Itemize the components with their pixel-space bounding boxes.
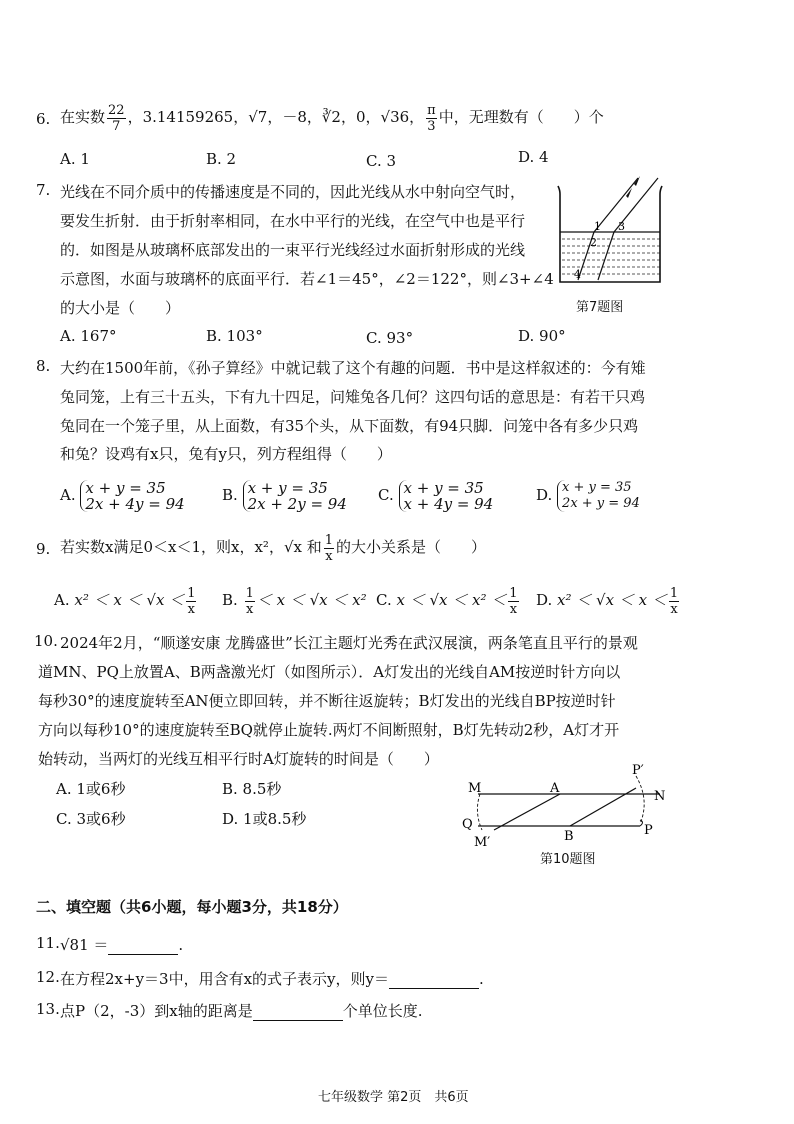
- q11-answer-blank[interactable]: [108, 936, 178, 955]
- q9-d-label: D.: [536, 591, 553, 609]
- q9-c-pre: x ＜ √x ＜ x² ＜: [396, 591, 507, 609]
- q9-fraction: [324, 534, 334, 563]
- q8-a-label: A.: [60, 486, 76, 504]
- q7-number: 7.: [36, 181, 51, 199]
- q7-option-c[interactable]: C. 93°: [366, 329, 414, 347]
- q8-d-eq2: 2x + y = 94: [562, 496, 640, 511]
- ray-a: [494, 794, 560, 830]
- angle-2-label: 2: [590, 236, 597, 249]
- q8-number: 8.: [36, 357, 51, 375]
- q9-option-a[interactable]: [54, 582, 198, 618]
- q9-c-frac-den: x: [509, 601, 518, 617]
- q9-stem-a: 若实数x满足0＜x＜1，则x，x²，√x 和: [60, 538, 322, 556]
- q8-option-c[interactable]: [378, 480, 493, 512]
- q13-text: 点P（2，-3）到x轴的距离是: [60, 1002, 253, 1020]
- q11-stem: [60, 934, 183, 955]
- q9-d-pre: x² ＜ √x ＜ x ＜: [557, 591, 667, 609]
- q9-f-num: 1: [324, 532, 334, 548]
- q6-option-a[interactable]: A. 1: [60, 150, 90, 168]
- label-mprime: M′: [474, 835, 491, 850]
- q6-fraction-pi-3: [426, 104, 437, 133]
- q9-option-c[interactable]: [376, 582, 521, 618]
- q7-figure-caption: 第7题图: [576, 300, 624, 315]
- q7-option-d[interactable]: D. 90°: [518, 327, 566, 345]
- angle-4-label: 4: [574, 268, 581, 281]
- label-b: B: [564, 829, 574, 844]
- q9-stem: [60, 530, 486, 564]
- q10-option-b[interactable]: B. 8.5秒: [222, 780, 282, 798]
- section-2-title: 二、填空题（共6小题，每小题3分，共18分）: [36, 898, 348, 916]
- q7-line-5: 的大小是（ ）: [60, 299, 181, 317]
- q12-number: 12.: [36, 968, 60, 986]
- q9-a-label: A.: [54, 591, 70, 609]
- q8-a-eq2: 2x + 4y = 94: [85, 495, 185, 513]
- ray-2-water: [598, 232, 614, 280]
- label-m: M: [468, 781, 482, 796]
- q13-number: 13.: [36, 1000, 60, 1018]
- q10-line-2: 道MN、PQ上放置A、B两盏激光灯（如图所示）．A灯发出的光线自AM按逆时针方向以: [38, 663, 621, 681]
- q9-c-label: C.: [376, 591, 392, 609]
- q6-stem-a: 在实数: [60, 108, 106, 126]
- q10-line-3: 每秒30°的速度旋转至AN便立即回转，并不断往返旋转；B灯发出的光线自BP按逆时针: [38, 692, 616, 710]
- q9-a-frac: [186, 587, 196, 616]
- label-q: Q: [462, 817, 473, 832]
- label-p: P: [644, 823, 653, 838]
- q6-f2-num: π: [427, 102, 436, 118]
- q10-option-a[interactable]: A. 1或6秒: [56, 780, 126, 798]
- q7-option-b[interactable]: B. 103°: [206, 327, 263, 345]
- q6-f1-num: 22: [108, 102, 125, 118]
- q10-option-d[interactable]: D. 1或8.5秒: [222, 810, 307, 828]
- q9-c-frac: [508, 587, 518, 616]
- arc-m: [477, 794, 482, 830]
- q10-line-1: 2024年2月，“顺遂安康 龙腾盛世”长江主题灯光秀在武汉展演，两条笔直且平行的景观: [60, 634, 638, 652]
- q9-a-frac-den: x: [187, 601, 195, 617]
- q9-option-b[interactable]: [222, 582, 367, 618]
- q8-option-b[interactable]: [222, 480, 347, 512]
- q10-line-5: 始转动，当两灯的光线互相平行时A灯旋转的时间是（ ）: [38, 750, 439, 768]
- q8-b-eq2: 2x + 2y = 94: [247, 495, 347, 513]
- q10-option-c[interactable]: C. 3或6秒: [56, 810, 126, 828]
- q11-end: .: [178, 936, 184, 954]
- q7-line-4: 示意图，水面与玻璃杯的底面平行．若∠1＝45°，∠2＝122°，则∠3+∠4: [60, 270, 554, 288]
- q7-line-2: 要发生折射．由于折射率相同，在水中平行的光线，在空气中也是平行: [60, 212, 526, 230]
- q9-d-frac: [669, 587, 679, 616]
- q12-end: .: [479, 970, 484, 988]
- q6-stem-b: ，3.14159265，√7，－8，∛2，0，√36，: [127, 108, 425, 126]
- q9-stem-b: 的大小关系是（ ）: [336, 538, 487, 556]
- q11-expr: √81 ＝: [60, 936, 109, 954]
- q6-number: 6.: [36, 110, 51, 128]
- q8-c-system: [399, 480, 494, 512]
- q6-option-b[interactable]: B. 2: [206, 150, 237, 168]
- q9-b-label: B.: [222, 591, 238, 609]
- q8-option-d[interactable]: [536, 480, 640, 512]
- q8-a-eq1: x + y = 35: [85, 479, 166, 497]
- q6-fraction-22-7: [107, 104, 126, 133]
- label-pprime: P′: [632, 763, 644, 778]
- q9-number: 9.: [36, 540, 51, 558]
- q9-b-frac-num: 1: [245, 585, 254, 601]
- q6-f1-den: 7: [112, 118, 121, 134]
- q8-d-system: [557, 480, 640, 512]
- label-a: A: [550, 781, 560, 796]
- q11-number: 11.: [36, 934, 60, 952]
- q8-line-2: 兔同笼，上有三十五头，下有九十四足，问雉兔各几何？这四句话的意思是：有若干只鸡: [60, 388, 646, 406]
- q12-answer-blank[interactable]: [389, 970, 479, 989]
- q13-stem: [60, 1000, 423, 1021]
- q8-b-label: B.: [222, 486, 238, 504]
- q10-figure: [460, 762, 690, 852]
- angle-1-label: 1: [594, 220, 601, 233]
- q12-text: 在方程2x+y＝3中，用含有x的式子表示y，则y＝: [60, 970, 389, 988]
- q8-c-label: C.: [378, 486, 394, 504]
- q9-b-frac-den: x: [246, 601, 254, 617]
- q7-beaker-figure: [556, 172, 668, 292]
- q9-d-frac-num: 1: [669, 585, 679, 601]
- q10-line-4: 方向以每秒10°的速度旋转至BQ就停止旋转.两灯不间断照射，B灯先转动2秒，A灯才开: [38, 721, 620, 739]
- q6-stem-c: 中，无理数有（ ）个: [438, 108, 604, 126]
- q9-a-frac-num: 1: [187, 585, 196, 601]
- q8-d-label: D.: [536, 486, 553, 504]
- q8-b-eq1: x + y = 35: [247, 479, 328, 497]
- label-n: N: [654, 789, 666, 804]
- q9-f-den: x: [325, 548, 333, 564]
- q8-line-1: 大约在1500年前，《孙子算经》中就记载了这个有趣的问题．书中是这样叙述的：今有雉: [60, 359, 646, 377]
- q12-stem: [60, 968, 484, 989]
- q7-line-3: 的．如图是从玻璃杯底部发出的一束平行光线经过水面折射形成的光线: [60, 241, 526, 259]
- q9-d-frac-den: x: [670, 601, 678, 617]
- q9-c-frac-num: 1: [509, 585, 518, 601]
- q13-answer-blank[interactable]: [253, 1002, 343, 1021]
- q6-option-d[interactable]: D. 4: [518, 148, 549, 166]
- q8-c-eq2: x + 4y = 94: [403, 495, 494, 513]
- q13-end: 个单位长度.: [342, 1002, 423, 1020]
- q8-line-4: 和兔？设鸡有x只，兔有y只，列方程组得（ ）: [60, 445, 392, 463]
- angle-3-label: 3: [618, 220, 625, 233]
- arc-pprime: [636, 776, 644, 824]
- q9-b-post: ＜ x ＜ √x ＜ x²: [256, 591, 367, 609]
- q8-line-3: 兔同在一个笼子里，从上面数，有35个头，从下面数，有94只脚．问笼中各有多少只鸡: [60, 417, 639, 435]
- q6-f2-den: 3: [427, 118, 436, 134]
- q10-number: 10.: [34, 632, 58, 650]
- q8-a-system: [80, 480, 184, 512]
- page-footer: 七年级数学 第2页 共6页: [318, 1090, 469, 1105]
- q9-a-pre: x² ＜ x ＜ √x ＜: [74, 591, 185, 609]
- q8-d-eq1: x + y = 35: [562, 480, 632, 495]
- q8-b-system: [243, 480, 347, 512]
- q7-option-a[interactable]: A. 167°: [60, 327, 117, 345]
- q6-stem: [60, 102, 604, 133]
- q8-c-eq1: x + y = 35: [403, 479, 484, 497]
- q10-figure-caption: 第10题图: [540, 852, 596, 867]
- q8-option-a[interactable]: [60, 480, 185, 512]
- q6-option-c[interactable]: C. 3: [366, 152, 397, 170]
- q9-option-d[interactable]: [536, 582, 681, 618]
- q7-line-1: 光线在不同介质中的传播速度是不同的，因此光线从水中射向空气时，: [60, 183, 526, 201]
- q9-b-frac: [245, 587, 255, 616]
